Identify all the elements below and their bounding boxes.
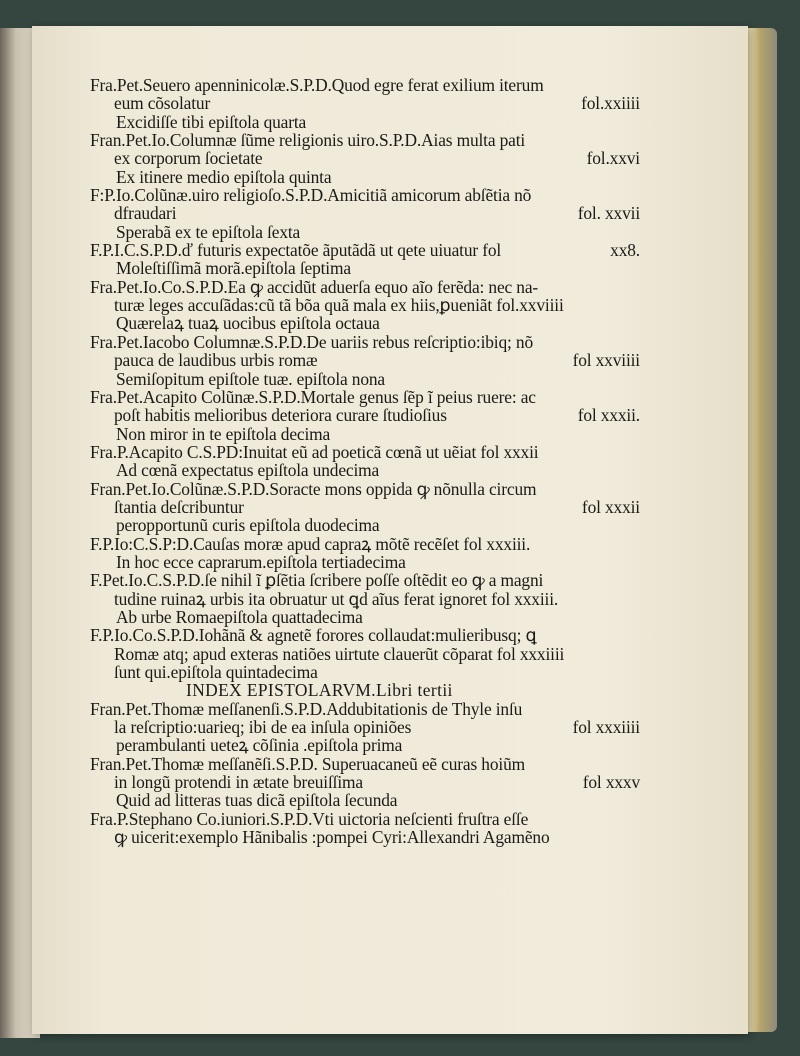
line-text: la reſcriptio:uarieq; ibi de ea inſula opiniões xyxy=(114,717,412,738)
line-text: F.Pet.Io.C.S.P.D.ſe nihil ĩ ꝑſẽtia ſcribere poſſe oſtẽdit eo ꝙ a magni xyxy=(90,570,544,591)
index-line xyxy=(90,828,640,846)
epistolae-index xyxy=(90,76,640,846)
line-text: F.P.Io.Co.S.P.D.Iohãnã & agnetẽ forores collaudat:mulieribusq; ꝗ xyxy=(90,625,537,646)
line-text: tudine ruinaꝝ urbis ita obruatur ut ꝗd aĩus ferat ignoret fol xxxiii. xyxy=(114,588,559,609)
index-line xyxy=(90,480,640,498)
index-line xyxy=(90,608,640,626)
folio-reference: fol xxxiiii xyxy=(572,717,640,738)
index-line xyxy=(90,718,640,736)
line-text: In hoc ecce caprarum.epiſtola tertiadecima xyxy=(116,551,406,572)
index-line xyxy=(90,76,640,94)
line-text: Fra.Pet.Io.Co.S.P.D.Ea ꝙ accidũt aduerſa equo aĩo ferẽda: nec na- xyxy=(90,276,539,297)
index-line xyxy=(90,535,640,553)
index-line xyxy=(90,204,640,222)
index-line xyxy=(90,626,640,644)
index-line xyxy=(90,736,640,754)
index-line xyxy=(90,571,640,589)
line-text: in longũ protendi in ætate breuiſſima xyxy=(114,772,363,793)
index-line xyxy=(90,149,640,167)
index-line xyxy=(90,516,640,534)
line-text: F:P.Io.Colũnæ.uiro religioſo.S.P.D.Amicitiã amicorum abſẽtia nõ xyxy=(90,185,532,206)
index-line xyxy=(90,461,640,479)
index-line xyxy=(90,553,640,571)
index-line xyxy=(90,113,640,131)
line-text: Fra.Pet.Seuero apenninicolæ.S.P.D.Quod egre ferat exilium iterum xyxy=(90,75,544,95)
line-text: poſt habitis melioribus deteriora curare ſtudioſius xyxy=(114,405,447,426)
line-text: dfraudari xyxy=(114,203,177,224)
line-text: Fra.P.Stephano Co.iuniori.S.P.D.Vti uictoria neſcienti fruſtra eſſe xyxy=(90,808,529,829)
line-text: Fran.Pet.Io.Columnæ ſũme religionis uiro.S.P.D.Aias multa pati xyxy=(90,130,526,151)
folio-reference: xx8. xyxy=(610,240,640,261)
line-text: ꝙ uicerit:exemplo Hãnibalis :pompei Cyri:Allexandri Agamẽno xyxy=(114,827,550,848)
index-line xyxy=(90,370,640,388)
folio-reference: fol xxxii xyxy=(581,496,640,517)
line-text: Ad cœnã expectatus epiſtola undecima xyxy=(116,460,380,481)
index-line xyxy=(90,388,640,406)
line-text: INDEX EPISTOLARVM.Libri tertii xyxy=(186,680,453,701)
line-text: Non miror in te epiſtola decima xyxy=(116,423,331,444)
previous-page-fragments xyxy=(4,88,34,988)
folio-reference: fol xxxv xyxy=(582,772,640,793)
index-line xyxy=(90,590,640,608)
line-text: Moleſtiſſimã morã.epiſtola ſeptima xyxy=(116,258,351,279)
line-text: Quærelaꝝ tuaꝝ uocibus epiſtola octaua xyxy=(116,313,380,334)
line-text: Semiſopitum epiſtole tuæ. epiſtola nona xyxy=(116,368,385,389)
line-text: eum cõsolatur xyxy=(114,93,211,114)
index-line xyxy=(90,443,640,461)
index-line xyxy=(90,333,640,351)
folio-reference: fol. xxvii xyxy=(577,203,640,224)
line-text: turæ leges accuſãdas:cũ tã bõa quã mala ex hiis,ꝑueniãt fol.xxviiii xyxy=(114,295,564,316)
index-line xyxy=(90,498,640,516)
folio-reference: fol xxviiii xyxy=(572,350,640,371)
line-text: pauca de laudibus urbis romæ xyxy=(114,350,318,371)
index-line xyxy=(90,663,640,681)
folio-reference: fol.xxiiii xyxy=(581,93,640,114)
index-line xyxy=(90,278,640,296)
index-heading xyxy=(90,681,640,699)
line-text: ſunt qui.epiſtola quintadecima xyxy=(114,662,318,682)
index-line xyxy=(90,186,640,204)
line-text: Excidiſſe tibi epiſtola quarta xyxy=(116,111,307,132)
index-line xyxy=(90,755,640,773)
line-text: Ex itinere medio epiſtola quinta xyxy=(116,166,332,187)
index-line xyxy=(90,791,640,809)
line-text: Quid ad litteras tuas dicã epiſtola ſecunda xyxy=(116,790,398,811)
index-line xyxy=(90,314,640,332)
index-line xyxy=(90,259,640,277)
line-text: Fran.Pet.Thomæ meſſanẽſi.S.P.D. Superuacaneũ eẽ curas hoiũm xyxy=(90,753,526,774)
line-text: F.P.I.C.S.P.D.ď futuris expectatõe ãputãdã ut qete uiuatur fol xyxy=(90,240,502,261)
index-line xyxy=(90,131,640,149)
line-text: Fra.Pet.Acapito Colũnæ.S.P.D.Mortale genus ſẽp ĩ peius ruere: ac xyxy=(90,386,536,407)
folio-reference: fol xxxii. xyxy=(577,405,640,426)
index-line xyxy=(90,645,640,663)
folio-reference: fol.xxvi xyxy=(586,148,640,169)
line-text: ſtantia deſcribuntur xyxy=(114,496,244,517)
line-text: Fran.Pet.Thomæ meſſanenſi.S.P.D.Addubitationis de Thyle inſu xyxy=(90,698,523,719)
index-line xyxy=(90,810,640,828)
page-sheet xyxy=(32,26,748,1034)
line-text: Romæ atq; apud exteras natiões uirtute clauerũt cõparat fol xxxiiii xyxy=(114,643,565,664)
line-text: ex corporum ſocietate xyxy=(114,148,263,169)
index-line xyxy=(90,425,640,443)
index-line xyxy=(90,223,640,241)
line-text: Fran.Pet.Io.Colũnæ.S.P.D.Soracte mons oppida ꝙ nõnulla circum xyxy=(90,478,537,499)
index-line xyxy=(90,94,640,112)
line-text: perambulanti ueteꝝ cõſinia .epiſtola prima xyxy=(116,735,403,756)
index-line xyxy=(90,296,640,314)
line-text: Ab urbe Romaepiſtola quattadecima xyxy=(116,606,363,627)
index-line xyxy=(90,773,640,791)
index-line xyxy=(90,351,640,369)
index-line xyxy=(90,406,640,424)
line-text: Sperabã ex te epiſtola ſexta xyxy=(116,221,301,242)
line-text: Fra.P.Acapito C.S.PD:Inuitat eũ ad poeticã cœnã ut uẽiat fol xxxii xyxy=(90,441,539,462)
line-text: Fra.Pet.Iacobo Columnæ.S.P.D.De uariis rebus reſcriptio:ibiq; nõ xyxy=(90,331,533,352)
index-line xyxy=(90,168,640,186)
line-text: peropportunũ curis epiſtola duodecima xyxy=(116,515,380,536)
index-line xyxy=(90,700,640,718)
line-text: F.P.Io:C.S.P:D.Cauſas moræ apud capraꝝ mõtẽ recẽſet fol xxxiii. xyxy=(90,533,531,554)
index-line xyxy=(90,241,640,259)
